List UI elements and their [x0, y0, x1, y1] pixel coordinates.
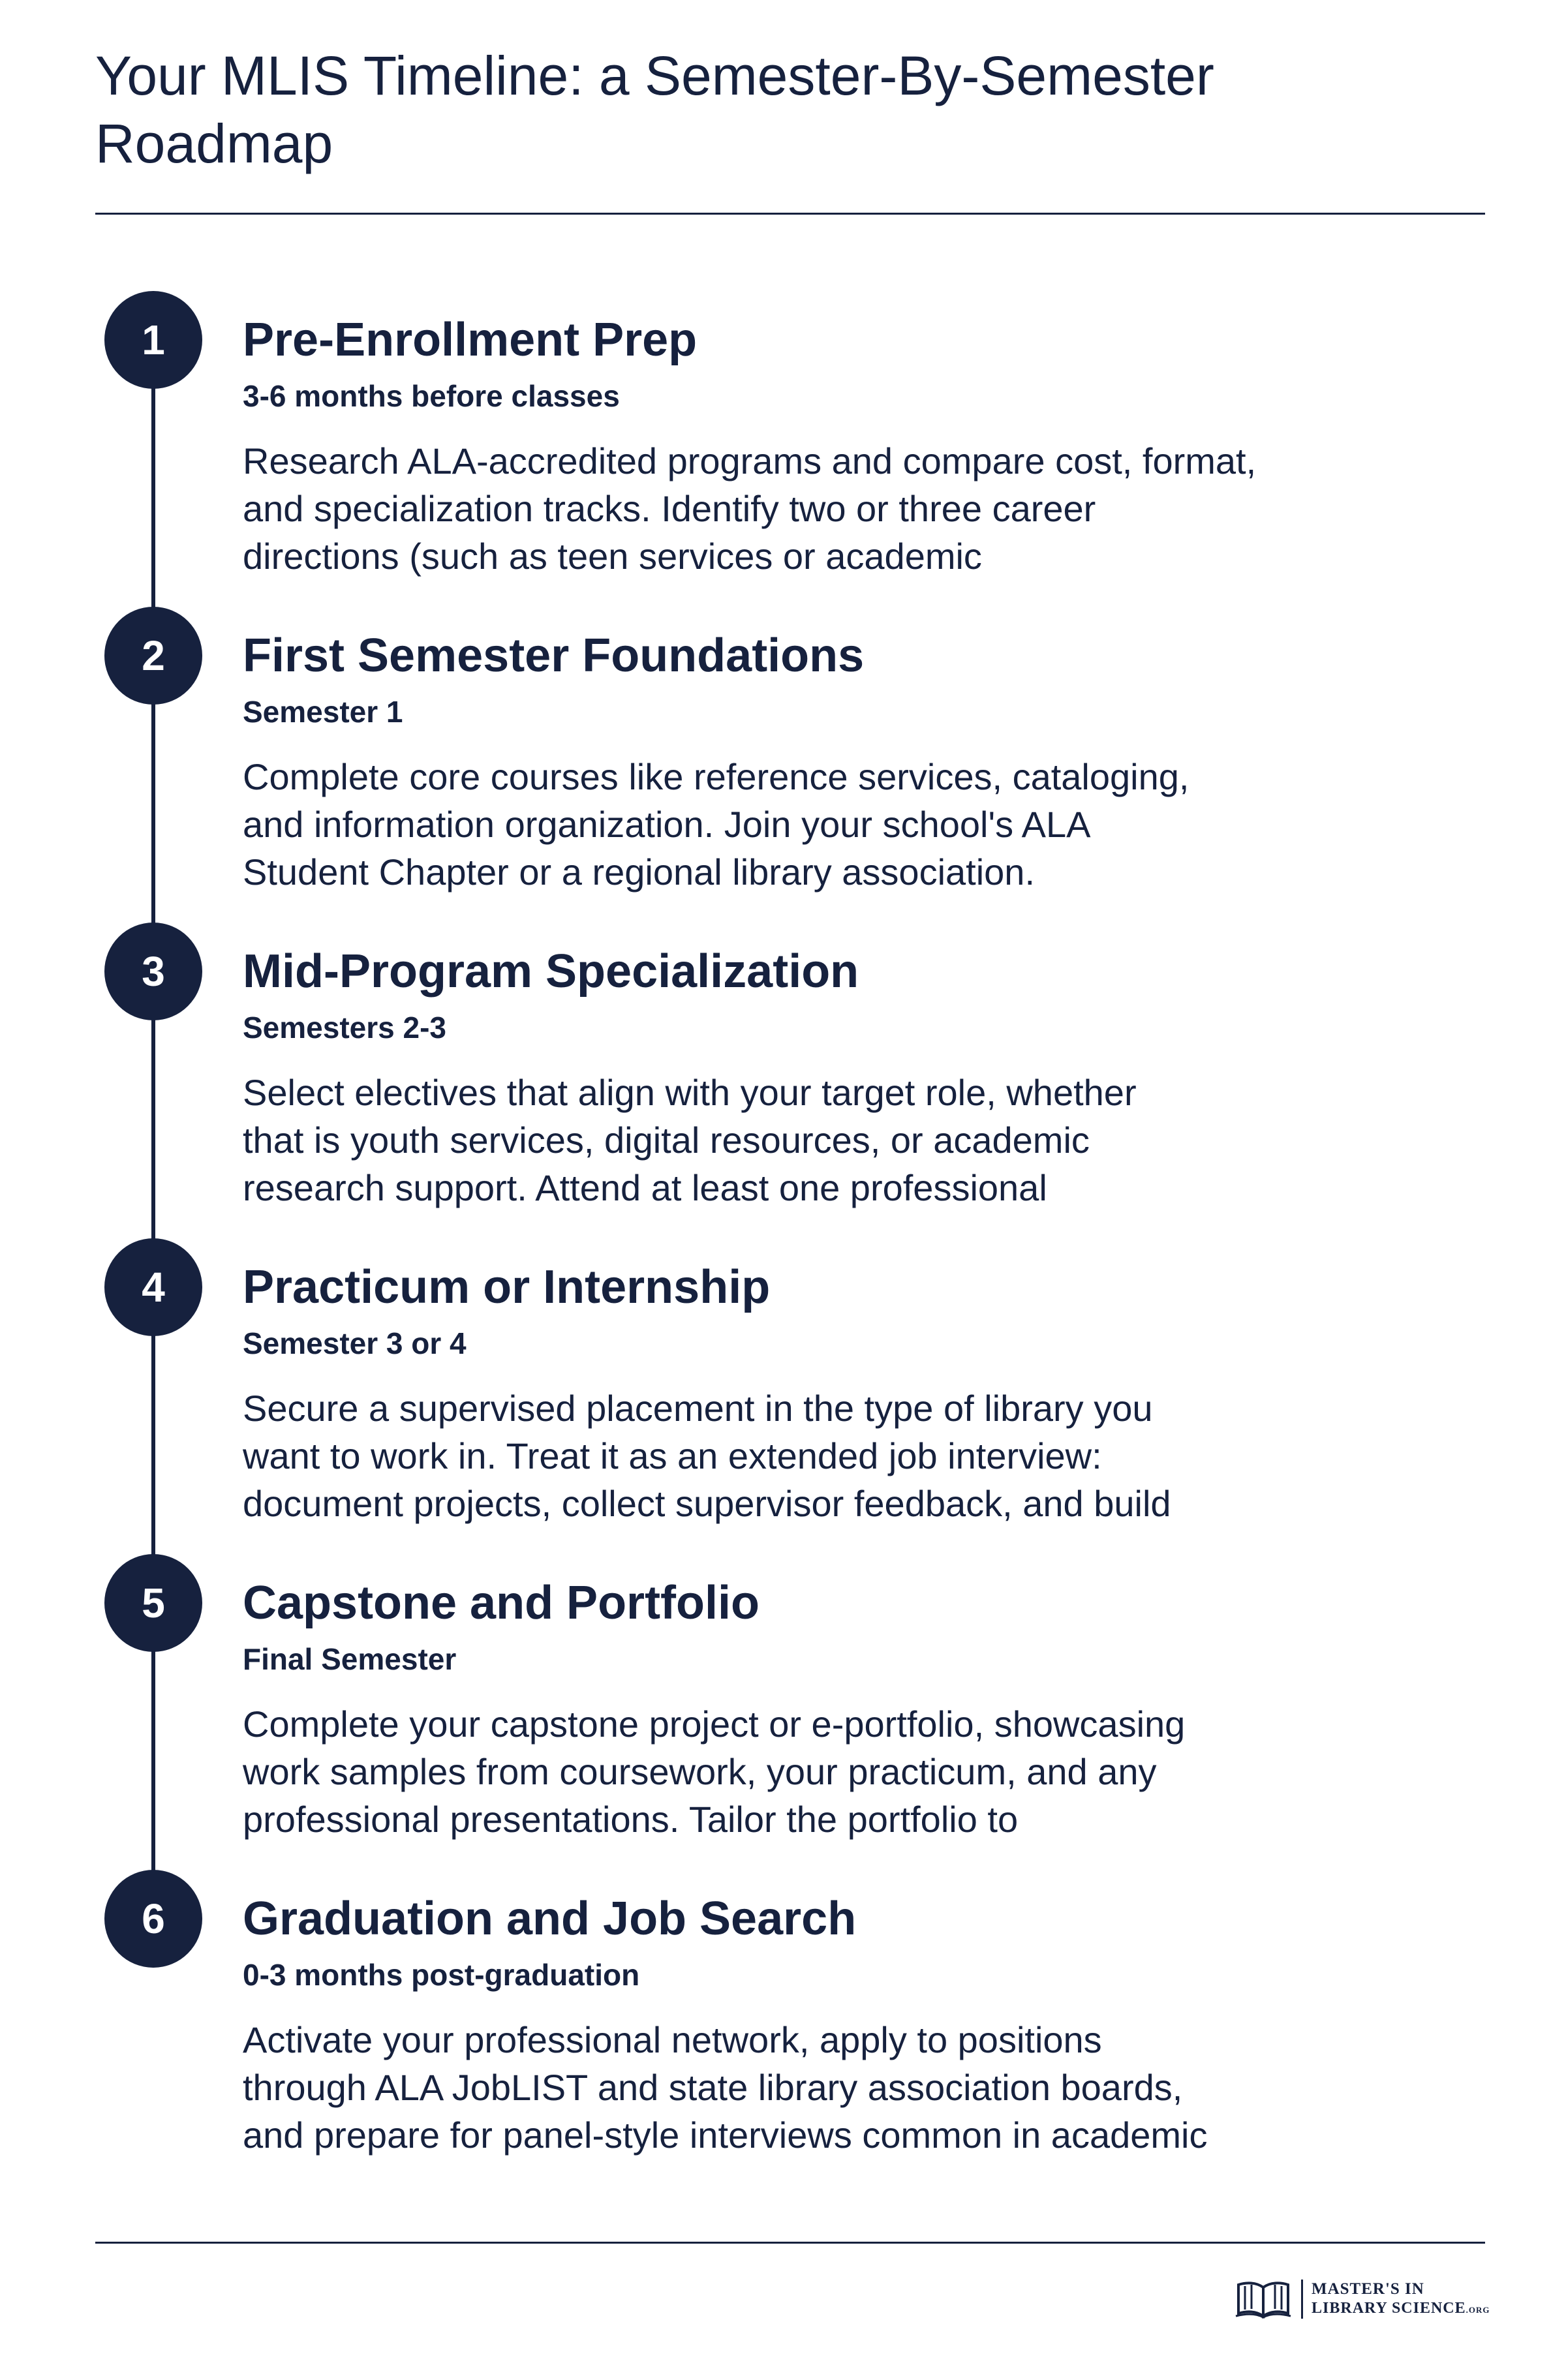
description-line: and information organization. Join your school's ALA [243, 804, 1091, 845]
step-number-badge: 6 [104, 1870, 202, 1968]
description-line: that is youth services, digital resources, or academic [243, 1120, 1090, 1161]
bottom-divider [95, 2242, 1485, 2244]
step-description [243, 1384, 1300, 1527]
step-timing: Final Semester [243, 1642, 457, 1676]
description-line: professional presentations. Tailor the portfolio to [243, 1799, 1019, 1840]
timeline-step-3 [0, 923, 1566, 1208]
step-description [243, 1700, 1300, 1843]
timeline-step-2 [0, 607, 1566, 892]
step-title: Mid-Program Specialization [243, 945, 859, 998]
description-line: Secure a supervised placement in the type of library you [243, 1388, 1153, 1429]
description-line: Activate your professional network, apply to positions [243, 2019, 1102, 2060]
step-number-badge: 4 [104, 1238, 202, 1336]
brand-line-2 [1312, 2298, 1488, 2320]
step-timing: 3-6 months before classes [243, 379, 620, 413]
step-timing: 0-3 months post-graduation [243, 1958, 640, 1992]
brand-wordmark [1312, 2280, 1488, 2320]
timeline-step-5 [0, 1554, 1566, 1840]
step-number-badge: 2 [104, 607, 202, 705]
description-line: document projects, collect supervisor feedback, and build [243, 1483, 1171, 1524]
description-line: Complete your capstone project or e-portfolio, showcasing [243, 1703, 1186, 1745]
page-title: Your MLIS Timeline: a Semester-By-Semester Roadmap [95, 45, 1214, 174]
step-number-badge: 1 [104, 291, 202, 389]
description-line: and prepare for panel-style interviews common in academic [243, 2114, 1208, 2156]
step-number-badge: 5 [104, 1554, 202, 1652]
step-title: Pre-Enrollment Prep [243, 314, 698, 366]
description-line: Complete core courses like reference services, cataloging, [243, 756, 1190, 797]
logo-divider [1301, 2280, 1303, 2319]
brand-logo [1233, 2276, 1488, 2323]
step-title: Graduation and Job Search [243, 1893, 857, 1945]
description-line: want to work in. Treat it as an extended job interview: [243, 1435, 1102, 1476]
brand-domain-suffix: .ORG [1466, 2305, 1490, 2315]
description-line: through ALA JobLIST and state library association boards, [243, 2067, 1183, 2108]
step-description [243, 437, 1300, 580]
timeline-step-4 [0, 1238, 1566, 1524]
description-line: directions (such as teen services or academic [243, 536, 982, 577]
description-line: Student Chapter or a regional library association. [243, 851, 1036, 892]
step-description [243, 753, 1300, 896]
step-title: First Semester Foundations [243, 630, 865, 682]
step-title: Practicum or Internship [243, 1261, 771, 1313]
step-description [243, 2016, 1300, 2159]
step-timing: Semesters 2-3 [243, 1011, 446, 1045]
description-line: Select electives that align with your target role, whether [243, 1072, 1137, 1113]
step-timing: Semester 1 [243, 695, 403, 729]
timeline-step-6 [0, 1870, 1566, 2156]
brand-line-1: MASTER'S IN [1312, 2280, 1424, 2298]
description-line: Research ALA-accredited programs and compare cost, format, [243, 440, 1257, 481]
open-book-icon [1233, 2280, 1293, 2319]
description-line: work samples from coursework, your practicum, and any [243, 1751, 1157, 1792]
step-number-badge: 3 [104, 923, 202, 1020]
step-timing: Semester 3 or 4 [243, 1326, 467, 1360]
description-line: and specialization tracks. Identify two or three career [243, 488, 1096, 529]
step-title: Capstone and Portfolio [243, 1577, 760, 1629]
description-line: research support. Attend at least one professional [243, 1167, 1047, 1208]
brand-line-2-text: LIBRARY SCIENCE [1312, 2300, 1466, 2317]
step-description [243, 1069, 1300, 1212]
timeline-step-1 [0, 291, 1566, 577]
